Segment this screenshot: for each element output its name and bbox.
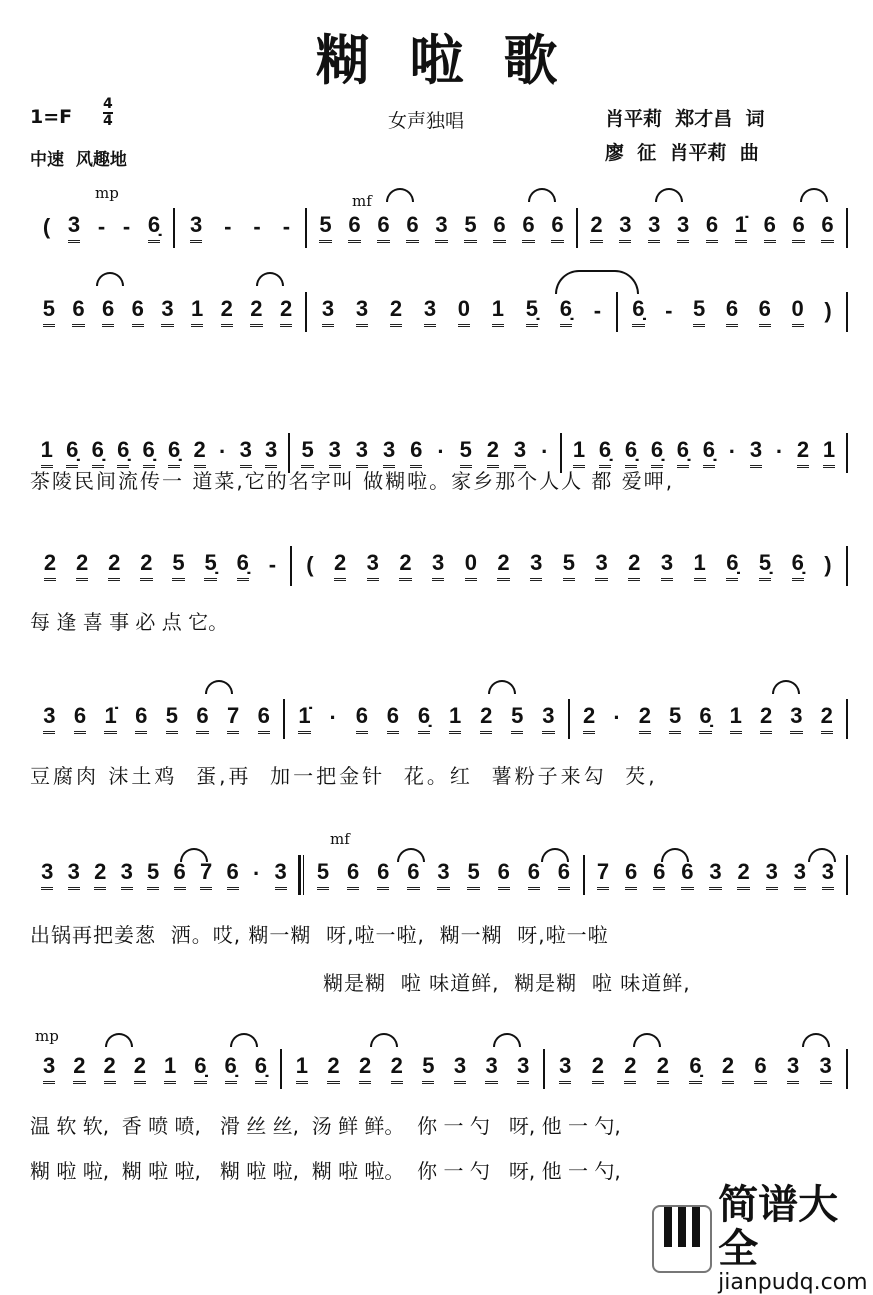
slur: [180, 848, 208, 862]
note: 6̣: [599, 438, 611, 468]
note: 6: [227, 860, 239, 890]
lyrics-line: 茶陵民间流传一 道菜,它的名字叫 做糊啦。家乡那个人人 都 爱呷,: [30, 469, 675, 493]
lyrics-line: 糊是糊 啦 味道鲜, 糊是糊 啦 味道鲜,: [323, 971, 691, 995]
lyrics-line: 每 逢 喜 事 必 点 它。: [30, 610, 229, 634]
note: 6̣: [66, 438, 78, 468]
note: 5̣: [526, 297, 538, 327]
note: 6̣: [148, 213, 160, 243]
note: 2: [327, 1054, 339, 1084]
note: 3: [329, 438, 341, 468]
note: 1: [573, 438, 585, 468]
measure: [30, 699, 285, 739]
note: 3: [190, 213, 202, 243]
note: 2: [108, 551, 120, 581]
measure: [30, 546, 292, 586]
notation-symbol: -: [593, 297, 602, 323]
note: 1̇: [104, 704, 116, 734]
note: 1: [694, 551, 706, 581]
note: 3: [750, 438, 762, 468]
note: 3: [787, 1054, 799, 1084]
notation-symbol: -: [97, 213, 106, 239]
measure: [307, 292, 618, 332]
note: 3: [820, 1054, 832, 1084]
system-6: [30, 861, 848, 895]
note: 6̣: [703, 438, 715, 468]
note: 2: [280, 297, 292, 327]
note: 1: [164, 1054, 176, 1084]
note: 1̇: [735, 213, 747, 243]
note: 6̣: [699, 704, 711, 734]
note: 6: [196, 704, 208, 734]
note: 3: [559, 1054, 571, 1084]
measure: [30, 208, 175, 248]
note: 6̣: [792, 551, 804, 581]
note: 1: [191, 297, 203, 327]
note: 6̣: [726, 551, 738, 581]
note: 2: [391, 1054, 403, 1084]
notation-symbol: -: [665, 297, 673, 323]
measure: [30, 1049, 282, 1089]
note: 3: [648, 213, 660, 243]
lyrics-line: 温 软 软, 香 喷 喷, 滑 丝 丝, 汤 鲜 鲜。 你 一 勺 呀, 他 一 勺,: [30, 1114, 621, 1138]
note: 6̣: [689, 1054, 701, 1084]
note: 6: [72, 297, 84, 327]
note: 5: [317, 860, 329, 890]
watermark-logo: [652, 1183, 873, 1295]
note: 3: [794, 860, 806, 890]
note: 3: [454, 1054, 466, 1084]
note: 2: [737, 860, 749, 890]
note: 7: [227, 704, 239, 734]
slur: [802, 1033, 830, 1047]
note: 5: [147, 860, 159, 890]
dynamic-mf: mf: [330, 830, 350, 848]
slur: [370, 1033, 398, 1047]
note: 3: [356, 297, 368, 327]
slur: [808, 848, 836, 862]
note: 0: [465, 551, 477, 581]
note: 2: [821, 704, 833, 734]
system-2: [30, 298, 848, 332]
note: 3: [677, 213, 689, 243]
note: 3: [822, 860, 834, 890]
time-signature: [103, 97, 113, 129]
note: 3: [424, 297, 436, 327]
note: 5̣: [204, 551, 216, 581]
note: 5: [422, 1054, 434, 1084]
system-4: [30, 552, 848, 586]
note: 0: [792, 297, 804, 327]
tempo-marking: 中速 风趣地: [30, 150, 127, 170]
slur: [256, 272, 284, 286]
note: 6: [821, 213, 833, 243]
note: 5: [467, 860, 479, 890]
note: 5: [43, 297, 55, 327]
note: 6: [522, 213, 534, 243]
note: 2: [250, 297, 262, 327]
note: 2: [73, 1054, 85, 1084]
slur: [528, 188, 556, 202]
note: 3: [265, 438, 277, 468]
note: 3: [514, 438, 526, 468]
measure: [292, 546, 848, 586]
note: 1̇: [298, 704, 310, 734]
note: 5: [511, 704, 523, 734]
note: 3: [530, 551, 542, 581]
note: 2: [797, 438, 809, 468]
note: 3: [356, 438, 368, 468]
measure: [545, 1049, 848, 1089]
note: 6̣: [625, 438, 637, 468]
note: 7: [200, 860, 212, 890]
notation-symbol: ): [824, 297, 832, 323]
note: 5: [464, 213, 476, 243]
note: 2: [722, 1054, 734, 1084]
note: 3: [240, 438, 252, 468]
note: 3: [435, 213, 447, 243]
notation-symbol: (: [306, 551, 314, 577]
note: 2: [592, 1054, 604, 1084]
note: 3: [121, 860, 133, 890]
note: 6: [387, 704, 399, 734]
note: 6̣: [560, 297, 572, 327]
note: 5: [563, 551, 575, 581]
note: 3: [766, 860, 778, 890]
notation-symbol: -: [224, 213, 232, 239]
dynamic-mf: mf: [352, 192, 372, 210]
note: 3: [437, 860, 449, 890]
note: 3: [367, 551, 379, 581]
note: 2: [639, 704, 651, 734]
note: 3: [275, 860, 287, 890]
slur: [205, 680, 233, 694]
measure: [570, 699, 848, 739]
note: 2: [104, 1054, 116, 1084]
note: 6: [258, 704, 270, 734]
note: 3: [485, 1054, 497, 1084]
note: 0: [458, 297, 470, 327]
note: 3: [619, 213, 631, 243]
slur: [555, 270, 639, 294]
note: 5: [319, 213, 331, 243]
note: 6: [681, 860, 693, 890]
note: 3: [68, 213, 80, 243]
notation-symbol: ·: [775, 438, 784, 464]
notation-symbol: -: [253, 213, 261, 239]
note: 2: [624, 1054, 636, 1084]
piano-icon: [652, 1205, 712, 1273]
note: 6: [498, 860, 510, 890]
note: 2: [480, 704, 492, 734]
lyrics-line: 糊 啦 啦, 糊 啦 啦, 糊 啦 啦, 糊 啦 啦。 你 一 勺 呀, 他 一 勺,: [30, 1159, 621, 1183]
note: 2: [134, 1054, 146, 1084]
notation-symbol: ·: [329, 704, 337, 730]
note: 5: [693, 297, 705, 327]
note: 6: [174, 860, 186, 890]
song-title: 糊啦歌: [315, 28, 598, 92]
note: 3: [68, 860, 80, 890]
notation-symbol: ·: [541, 438, 549, 464]
measure: [578, 208, 848, 248]
note: 2: [44, 551, 56, 581]
note: 2: [497, 551, 509, 581]
note: 3: [790, 704, 802, 734]
note: 5: [460, 438, 472, 468]
note: 6̣: [237, 551, 249, 581]
slur: [661, 848, 689, 862]
note: 2: [487, 438, 499, 468]
notation-symbol: -: [122, 213, 131, 239]
note: 5̣: [759, 551, 771, 581]
dynamic-mp: mp: [95, 184, 119, 202]
note: 7: [597, 860, 609, 890]
note: 3: [161, 297, 173, 327]
note: 6: [102, 297, 114, 327]
note: 6: [764, 213, 776, 243]
watermark-url: jianpudq.com: [718, 1270, 868, 1295]
note: 1: [449, 704, 461, 734]
note: 3: [517, 1054, 529, 1084]
notation-symbol: (: [42, 213, 51, 239]
slur: [488, 680, 516, 694]
note: 3: [595, 551, 607, 581]
note: 6: [528, 860, 540, 890]
note: 2: [390, 297, 402, 327]
slur: [493, 1033, 521, 1047]
lyrics-line: 豆腐肉 沫土鸡 蛋,再 加一把金针 花。红 薯粉子来勾 芡,: [30, 764, 658, 788]
note: 6: [407, 860, 419, 890]
note: 2: [628, 551, 640, 581]
note: 6̣: [92, 438, 104, 468]
note: 6̣: [168, 438, 180, 468]
measure: [30, 855, 300, 895]
note: 5: [166, 704, 178, 734]
measure: [175, 208, 307, 248]
note: 3: [322, 297, 334, 327]
notation-symbol: ): [824, 551, 832, 577]
notation-symbol: ·: [728, 438, 737, 464]
note: 3: [709, 860, 721, 890]
note: 1: [823, 438, 835, 468]
slur: [633, 1033, 661, 1047]
measure: [282, 1049, 545, 1089]
notation-symbol: -: [268, 551, 277, 577]
note: 6: [754, 1054, 766, 1084]
note: 2: [760, 704, 772, 734]
note: 3: [542, 704, 554, 734]
note: 5: [172, 551, 184, 581]
slur: [105, 1033, 133, 1047]
note: 6: [406, 213, 418, 243]
slur: [96, 272, 124, 286]
note: 6̣: [418, 704, 430, 734]
note: 6̣: [143, 438, 155, 468]
note: 6: [377, 860, 389, 890]
note: 6: [759, 297, 771, 327]
slur: [772, 680, 800, 694]
slur: [800, 188, 828, 202]
note: 6: [348, 213, 360, 243]
note: 6: [356, 704, 368, 734]
note: 6: [493, 213, 505, 243]
note: 6: [726, 297, 738, 327]
dynamic-mp: mp: [35, 1027, 59, 1045]
note: 6: [132, 297, 144, 327]
note: 6: [410, 438, 422, 468]
note: 6̣: [651, 438, 663, 468]
measure: [307, 208, 578, 248]
note: 1: [492, 297, 504, 327]
note: 3: [41, 860, 53, 890]
notation-symbol: ·: [252, 860, 261, 886]
slur: [397, 848, 425, 862]
note: 6: [347, 860, 359, 890]
measure: [30, 292, 307, 332]
measure: [618, 292, 848, 332]
note: 6̣: [255, 1054, 267, 1084]
note: 2: [583, 704, 595, 734]
note: 2: [657, 1054, 669, 1084]
system-1: [30, 214, 848, 248]
notation-symbol: ·: [613, 704, 621, 730]
system-7: [30, 1055, 848, 1089]
note: 6: [706, 213, 718, 243]
note: 2: [94, 860, 106, 890]
note: 3: [383, 438, 395, 468]
note: 5: [301, 438, 313, 468]
note: 6: [551, 213, 563, 243]
measure: [285, 699, 570, 739]
note: 1: [41, 438, 53, 468]
slur: [386, 188, 414, 202]
note: 5: [669, 704, 681, 734]
note: 6: [558, 860, 570, 890]
notation-symbol: ·: [219, 438, 227, 464]
genre-label: 女声独唱: [388, 110, 465, 132]
note: 2: [140, 551, 152, 581]
note: 2: [334, 551, 346, 581]
composer-credit: 廖 征 肖平莉 曲: [605, 142, 759, 164]
slur: [541, 848, 569, 862]
note: 3: [432, 551, 444, 581]
note: 6: [377, 213, 389, 243]
note: 6: [74, 704, 86, 734]
notation-symbol: -: [282, 213, 291, 239]
lyricist-credit: 肖平莉 郑才昌 词: [605, 108, 765, 130]
note: 6: [792, 213, 804, 243]
note: 6̣: [632, 297, 644, 327]
notation-symbol: ·: [437, 438, 445, 464]
slur: [230, 1033, 258, 1047]
note: 2: [590, 213, 602, 243]
note: 2: [76, 551, 88, 581]
note: 3: [43, 704, 55, 734]
system-5: [30, 705, 848, 739]
note: 3: [43, 1054, 55, 1084]
note: 6: [625, 860, 637, 890]
slur: [655, 188, 683, 202]
lyrics-line: 出锅再把姜葱 洒。哎, 糊一糊 呀,啦一啦, 糊一糊 呀,啦一啦: [30, 923, 609, 947]
note: 3: [661, 551, 673, 581]
watermark-name: 简谱大全: [718, 1182, 839, 1272]
key-signature: 1=F: [30, 106, 73, 128]
note: 2: [194, 438, 206, 468]
note: 1: [730, 704, 742, 734]
note: 6̣: [194, 1054, 206, 1084]
note: 6̣: [225, 1054, 237, 1084]
note: 6̣: [677, 438, 689, 468]
note: 1: [296, 1054, 308, 1084]
time-top: 4: [103, 96, 113, 112]
note: 2: [221, 297, 233, 327]
note: 2: [359, 1054, 371, 1084]
note: 2: [399, 551, 411, 581]
note: 6: [653, 860, 665, 890]
note: 6̣: [117, 438, 129, 468]
time-bottom: 4: [103, 113, 113, 129]
note: 6: [135, 704, 147, 734]
